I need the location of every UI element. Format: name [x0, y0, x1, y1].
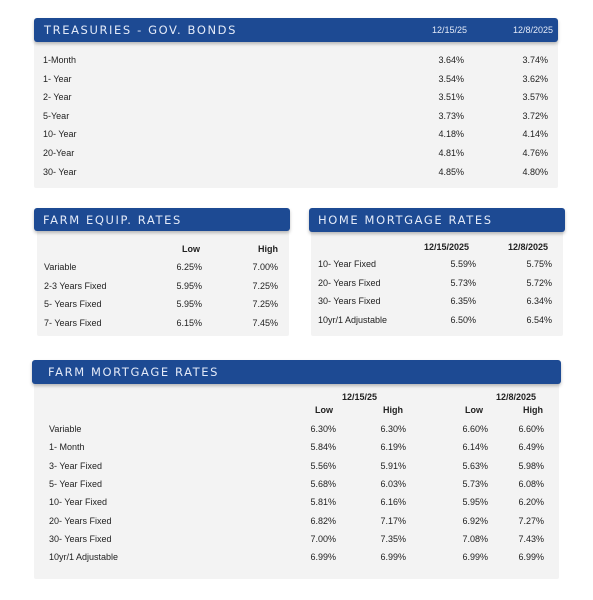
rate-low-previous: 5.95% [462, 497, 488, 508]
row-label: Variable [44, 262, 77, 272]
rate-high: 7.25% [252, 280, 278, 291]
row-label: 10- Year Fixed [318, 259, 377, 269]
table-row [34, 55, 558, 70]
rate-low: 6.15% [176, 317, 202, 328]
rate-high-previous: 5.98% [518, 460, 544, 471]
rate-low-current: 5.84% [310, 442, 336, 453]
table-row [37, 318, 289, 333]
farm-mortgage-col-high-current: High [383, 405, 403, 415]
table-row [34, 442, 559, 457]
farm-equip-header [34, 208, 290, 231]
rate-low: 5.95% [176, 299, 202, 309]
row-label: 10- Year [43, 129, 77, 140]
farm-equip-col-high: High [258, 244, 278, 254]
rate-current: 3.51% [438, 92, 464, 103]
row-label: Variable [49, 424, 82, 434]
rate-current: 6.50% [450, 314, 476, 325]
table-row [34, 148, 558, 163]
row-label: 2-3 Years Fixed [44, 280, 107, 291]
rate-current: 6.35% [450, 296, 476, 306]
row-label: 2- Year [43, 92, 72, 103]
rate-high-current: 7.17% [380, 515, 406, 526]
rate-previous: 3.72% [522, 110, 548, 121]
farm-mortgage-table [34, 424, 559, 574]
farm-mortgage-header [32, 360, 561, 384]
rate-low: 6.25% [176, 262, 202, 272]
table-row [34, 167, 558, 182]
table-row [37, 262, 289, 277]
rate-current: 4.18% [438, 129, 464, 140]
table-row [311, 315, 563, 330]
farm-equip-title: FARM EQUIP. RATES [43, 212, 182, 227]
rate-low-previous: 5.63% [462, 460, 488, 471]
rate-low-previous: 5.73% [462, 478, 488, 489]
row-label: 5- Years Fixed [44, 299, 102, 309]
rate-high-current: 5.91% [380, 460, 406, 471]
rate-high-current: 6.19% [380, 442, 406, 453]
table-row [311, 278, 563, 293]
table-row [34, 424, 559, 439]
rate-high-previous: 6.99% [518, 552, 544, 563]
row-label: 10yr/1 Adjustable [318, 314, 388, 325]
farm-mortgage-title: FARM MORTGAGE RATES [48, 365, 220, 379]
treasuries-header [34, 18, 558, 42]
rate-low-current: 5.56% [310, 460, 336, 471]
row-label: 1- Year [43, 73, 72, 84]
farm-mortgage-date-previous: 12/8/2025 [496, 392, 537, 402]
farm-equip-col-low: Low [182, 244, 200, 254]
rate-previous: 6.34% [526, 296, 552, 306]
table-row [34, 129, 558, 144]
table-row [34, 479, 559, 494]
farm-equip-table [37, 262, 289, 334]
rate-high-previous: 6.20% [518, 497, 544, 508]
farm-mortgage-col-low-current: Low [315, 405, 333, 415]
row-label: 30- Year [43, 166, 77, 177]
rate-low-current: 5.68% [310, 478, 336, 489]
farm-mortgage-col-low-previous: Low [465, 405, 483, 415]
table-row [34, 534, 559, 549]
rate-high-previous: 6.49% [518, 442, 544, 453]
home-mortgage-date-previous: 12/8/2025 [508, 242, 549, 252]
table-row [34, 516, 559, 531]
rate-current: 3.64% [438, 55, 464, 65]
row-label: 1-Month [43, 55, 77, 65]
rate-high-current: 6.16% [380, 497, 406, 508]
rate-low-current: 6.30% [310, 424, 336, 434]
home-mortgage-date-current: 12/15/2025 [424, 242, 470, 252]
rate-low-previous: 6.14% [462, 442, 488, 453]
rate-low-current: 7.00% [310, 533, 336, 544]
rate-current: 4.85% [438, 166, 464, 177]
row-label: 5- Year Fixed [49, 478, 103, 489]
rate-previous: 3.74% [522, 55, 548, 65]
table-row [34, 497, 559, 512]
rate-high-current: 6.30% [380, 424, 406, 434]
treasuries-date-previous: 12/8/2025 [513, 25, 554, 35]
rate-high: 7.25% [252, 299, 278, 309]
row-label: 20-Year [43, 148, 75, 158]
rate-previous: 4.80% [522, 166, 548, 177]
rate-previous: 6.54% [526, 314, 552, 325]
row-label: 20- Years Fixed [49, 515, 112, 526]
rate-current: 3.73% [438, 110, 464, 121]
farm-mortgage-date-current: 12/15/25 [342, 392, 378, 402]
row-label: 5-Year [43, 110, 70, 121]
home-mortgage-header [309, 208, 565, 232]
rate-high-current: 6.99% [380, 552, 406, 563]
rate-low-previous: 6.99% [462, 552, 488, 563]
row-label: 30- Years Fixed [49, 533, 112, 544]
rate-high: 7.00% [252, 262, 278, 272]
rate-low: 5.95% [176, 280, 202, 291]
rate-previous: 4.14% [522, 129, 548, 140]
rate-low-current: 6.82% [310, 515, 336, 526]
row-label: 20- Years Fixed [318, 277, 381, 288]
rate-current: 5.59% [450, 259, 476, 269]
row-label: 10- Year Fixed [49, 497, 108, 508]
rate-low-current: 6.99% [310, 552, 336, 563]
table-row [34, 552, 559, 567]
rate-low-previous: 6.92% [462, 515, 488, 526]
rate-low-current: 5.81% [310, 497, 336, 508]
table-row [34, 461, 559, 476]
treasuries-title: TREASURIES - GOV. BONDS [44, 23, 238, 37]
rate-high-previous: 7.27% [518, 515, 544, 526]
row-label: 3- Year Fixed [49, 460, 103, 471]
farm-mortgage-col-high-previous: High [523, 405, 543, 415]
table-row [34, 92, 558, 107]
home-mortgage-title: HOME MORTGAGE RATES [318, 213, 493, 227]
table-row [34, 111, 558, 126]
treasuries-table [34, 55, 558, 185]
rate-current: 3.54% [438, 73, 464, 84]
rate-low-previous: 7.08% [462, 533, 488, 544]
row-label: 30- Years Fixed [318, 296, 381, 306]
rate-current: 5.73% [450, 277, 476, 288]
rate-high: 7.45% [252, 317, 278, 328]
rate-previous: 4.76% [522, 148, 548, 158]
rate-high-current: 7.35% [380, 533, 406, 544]
table-row [311, 259, 563, 274]
rate-high-previous: 7.43% [518, 533, 544, 544]
rate-low-previous: 6.60% [462, 424, 488, 434]
rate-high-current: 6.03% [380, 478, 406, 489]
rate-high-previous: 6.08% [518, 478, 544, 489]
rate-previous: 5.72% [526, 277, 552, 288]
row-label: 10yr/1 Adjustable [49, 552, 119, 563]
table-row [37, 299, 289, 314]
rate-current: 4.81% [438, 148, 464, 158]
rate-previous: 3.57% [522, 92, 548, 103]
home-mortgage-table [311, 259, 563, 334]
rate-previous: 3.62% [522, 73, 548, 84]
table-row [34, 74, 558, 89]
rate-high-previous: 6.60% [518, 424, 544, 434]
row-label: 1- Month [49, 442, 85, 453]
table-row [37, 281, 289, 296]
rate-previous: 5.75% [526, 259, 552, 269]
table-row [311, 296, 563, 311]
treasuries-date-current: 12/15/25 [432, 25, 468, 35]
row-label: 7- Years Fixed [44, 317, 102, 328]
